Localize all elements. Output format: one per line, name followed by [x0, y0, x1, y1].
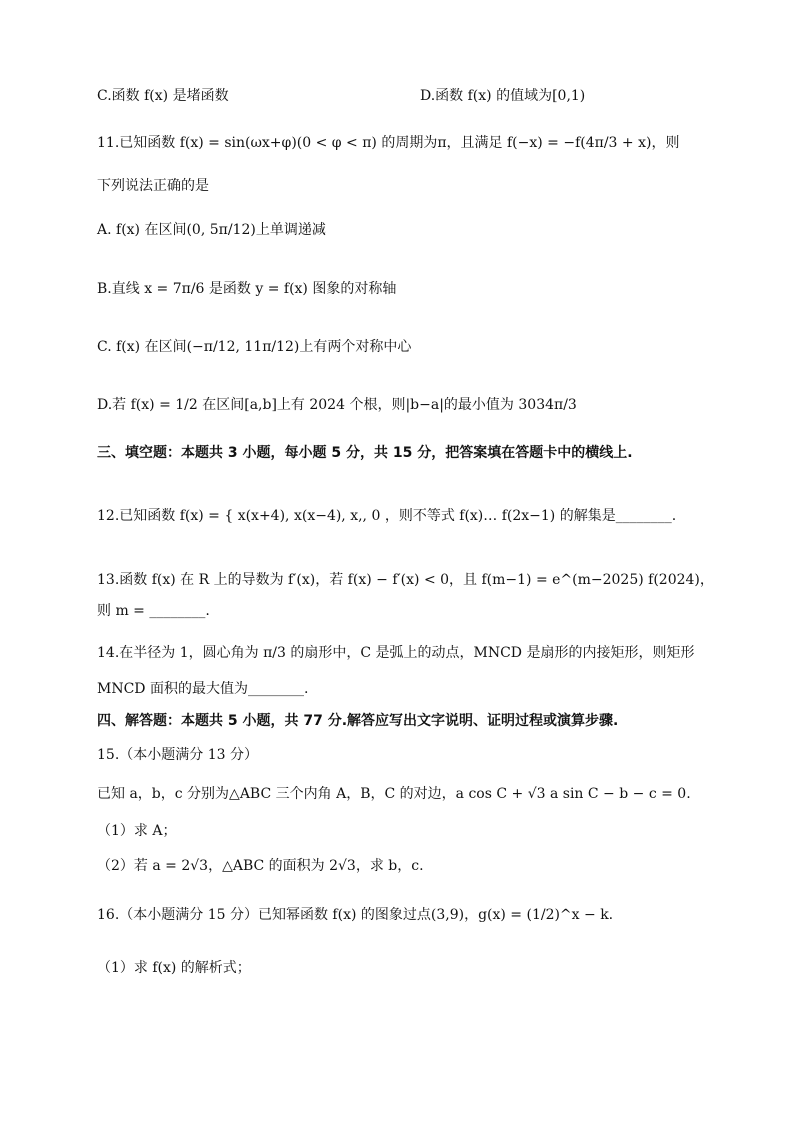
q13-line2: 则 m = ________.: [97, 603, 210, 619]
q15-part1: （1）求 A；: [97, 823, 177, 839]
q15-header: 15.（本小题满分 13 分）: [97, 747, 258, 763]
q16-line1: 16.（本小题满分 15 分）已知幂函数 f(x) 的图象过点(3,9)，g(x) = (1/2)^x − k.: [97, 907, 614, 923]
section-3-heading: 三、填空题：本题共 3 小题，每小题 5 分，共 15 分，把答案填在答题卡中的横线上.: [97, 445, 633, 461]
q11-option-b: B.直线 x = 7π/6 是函数 y = f(x) 图象的对称轴: [97, 281, 397, 297]
q15-part2: （2）若 a = 2√3，△ABC 的面积为 2√3，求 b，c.: [97, 858, 424, 874]
q16-part1: （1）求 f(x) 的解析式；: [97, 960, 251, 976]
q15-line1: 已知 a，b，c 分别为△ABC 三个内角 A，B，C 的对边，a cos C + √3 a sin C − b − c = 0.: [97, 786, 691, 802]
section-4-heading: 四、解答题：本题共 5 小题，共 77 分.解答应写出文字说明、证明过程或演算步骤.: [97, 713, 619, 729]
q12-line: 12.已知函数 f(x) = { x(x+4), x(x−4), x,, 0 ，则不等式 f(x)… f(2x−1) 的解集是________.: [97, 508, 677, 524]
q11-option-d: D.若 f(x) = 1/2 在区间[a,b]上有 2024 个根，则|b−a|的最小值为 3034π/3: [97, 397, 577, 413]
q14-line1: 14.在半径为 1，圆心角为 π/3 的扇形中，C 是弧上的动点，MNCD 是扇形的内接矩形，则矩形: [97, 645, 695, 661]
q13-line1: 13.函数 f(x) 在 R 上的导数为 f′(x)，若 f(x) − f′(x) < 0，且 f(m−1) = e^(m−2025) f(2024)，: [97, 572, 714, 588]
q11-line1: 11.已知函数 f(x) = sin(ωx+φ)(0 < φ < π) 的周期为π，且满足 f(−x) = −f(4π/3 + x)，则: [97, 135, 680, 151]
q11-option-c: C. f(x) 在区间(−π/12, 11π/12)上有两个对称中心: [97, 339, 412, 355]
q14-line2: MNCD 面积的最大值为________.: [97, 681, 309, 697]
option-10c: C.函数 f(x) 是堵函数: [97, 88, 229, 104]
option-10d: D.函数 f(x) 的值域为[0,1): [420, 88, 586, 104]
q11-line2: 下列说法正确的是: [97, 178, 209, 194]
q11-option-a: A. f(x) 在区间(0, 5π/12)上单调递减: [97, 222, 326, 238]
